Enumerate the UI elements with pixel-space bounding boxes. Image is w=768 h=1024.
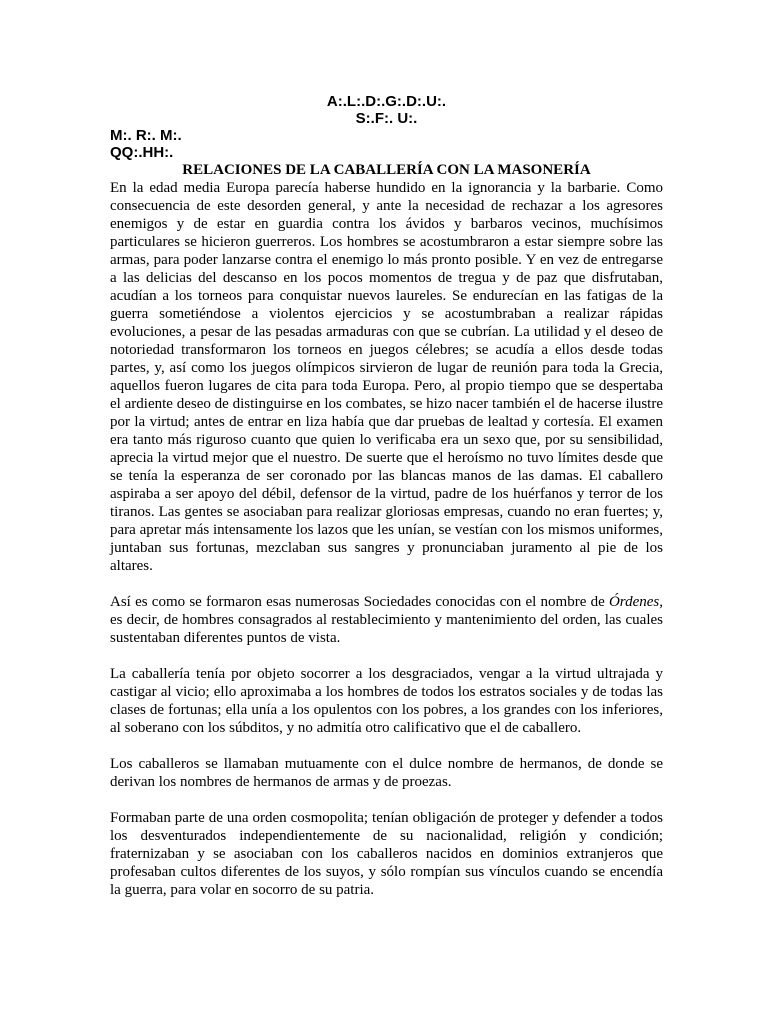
document-content [110, 93, 663, 899]
paragraph-2-text-before: Así es como se formaron esas numerosas Sociedades conocidas con el nombre de [110, 594, 609, 610]
paragraph-2-emphasis: Órdenes [608, 594, 660, 610]
paragraph-2-text-after: , es decir, de hombres consagrados al restablecimiento y mantenimiento del orden, las cuales sustentaban diferentes puntos de vista. [110, 594, 663, 646]
header-line-1: A:.L:.D:.G:.D:.U:. [326, 93, 447, 110]
header-line-3: M:. R:. M:. [110, 127, 182, 144]
document-title: RELACIONES DE LA CABALLERÍA CON LA MASONERÍA [182, 162, 591, 178]
paragraph-3: La caballería tenía por objeto socorrer a los desgraciados, vengar a la virtud ultrajada y castigar al vicio; ello aproximaba a los hombres de todos los estratos sociales y de todas las clases de fortunas; ella unía a los opulentos con los pobres, a los grandes con los inferiores, al soberano con los súbditos, y no admitía otro calificativo que el de caballero. [110, 666, 663, 736]
paragraph-4: Los caballeros se llamaban mutuamente con el dulce nombre de hermanos, de donde se derivan los nombres de hermanos de armas y de proezas. [110, 756, 663, 790]
paragraph-5: Formaban parte de una orden cosmopolita; tenían obligación de proteger y defender a todos los desventurados independientemente de su nacionalidad, religión y condición; fraternizaban y se asociaban con los caballeros nacidos en dominios extranjeros que profesaban cultos diferentes de los suyos, y sólo rompían sus vínculos cuando se encendía la guerra, para volar en socorro de su patria. [110, 810, 663, 898]
header-line-2: S:.F:. U:. [355, 110, 418, 127]
paragraph-2 [110, 593, 663, 647]
header-line-4: QQ:.HH:. [110, 144, 174, 161]
paragraph-1: En la edad media Europa parecía haberse hundido en la ignorancia y la barbarie. Como consecuencia de este desorden general, y ante la necesidad de rechazar a los agresores enemigos y de estar en guardia contra los ávidos y barbaros vecinos, muchísimos particulares se hicieron guerreros. Los hombres se acostumbraron a estar siempre sobre las armas, para poder lanzarse contra el enemigo lo más pronto posible. Y en vez de entregarse a las delicias del descanso en los pocos momentos de tregua y de paz que disfrutaban, acudían a los torneos para conquistar nuevos laureles. Se endurecían en las fatigas de la guerra sometiéndose a violentos ejercicios y se acostumbraban a realizar rápidas evoluciones, a pesar de las pesadas armaduras con que se cubrían. La utilidad y el deseo de notoriedad transformaron los torneos en juegos célebres; se acudía a ellos desde todas partes, y, así como los juegos olímpicos sirvieron de lugar de reunión para toda la Grecia, aquellos fueron lugares de cita para toda Europa. Pero, al propio tiempo que se despertaba el ardiente deseo de distinguirse en los combates, se hizo nacer también el de hacerse ilustre por la virtud; antes de entrar en liza había que dar pruebas de lealtad y cortesía. El examen era tanto más riguroso cuanto que quien lo verificaba era un sexo que, por su sensibilidad, aprecia la virtud mejor que el nuestro. De suerte que el heroísmo no tuvo límites desde que se tenía la esperanza de ser coronado por las blancas manos de las damas. El caballero aspiraba a ser apoyo del débil, defensor de la virtud, padre de los huérfanos y terror de los tiranos. Las gentes se asociaban para realizar gloriosas empresas, cuando no eran fuertes; y, para apretar más intensamente los lazos que les unían, se vestían con los mismos uniformes, juntaban sus fortunas, mezclaban sus sangres y pronunciaban juramento al pie de los altares. [110, 180, 663, 574]
